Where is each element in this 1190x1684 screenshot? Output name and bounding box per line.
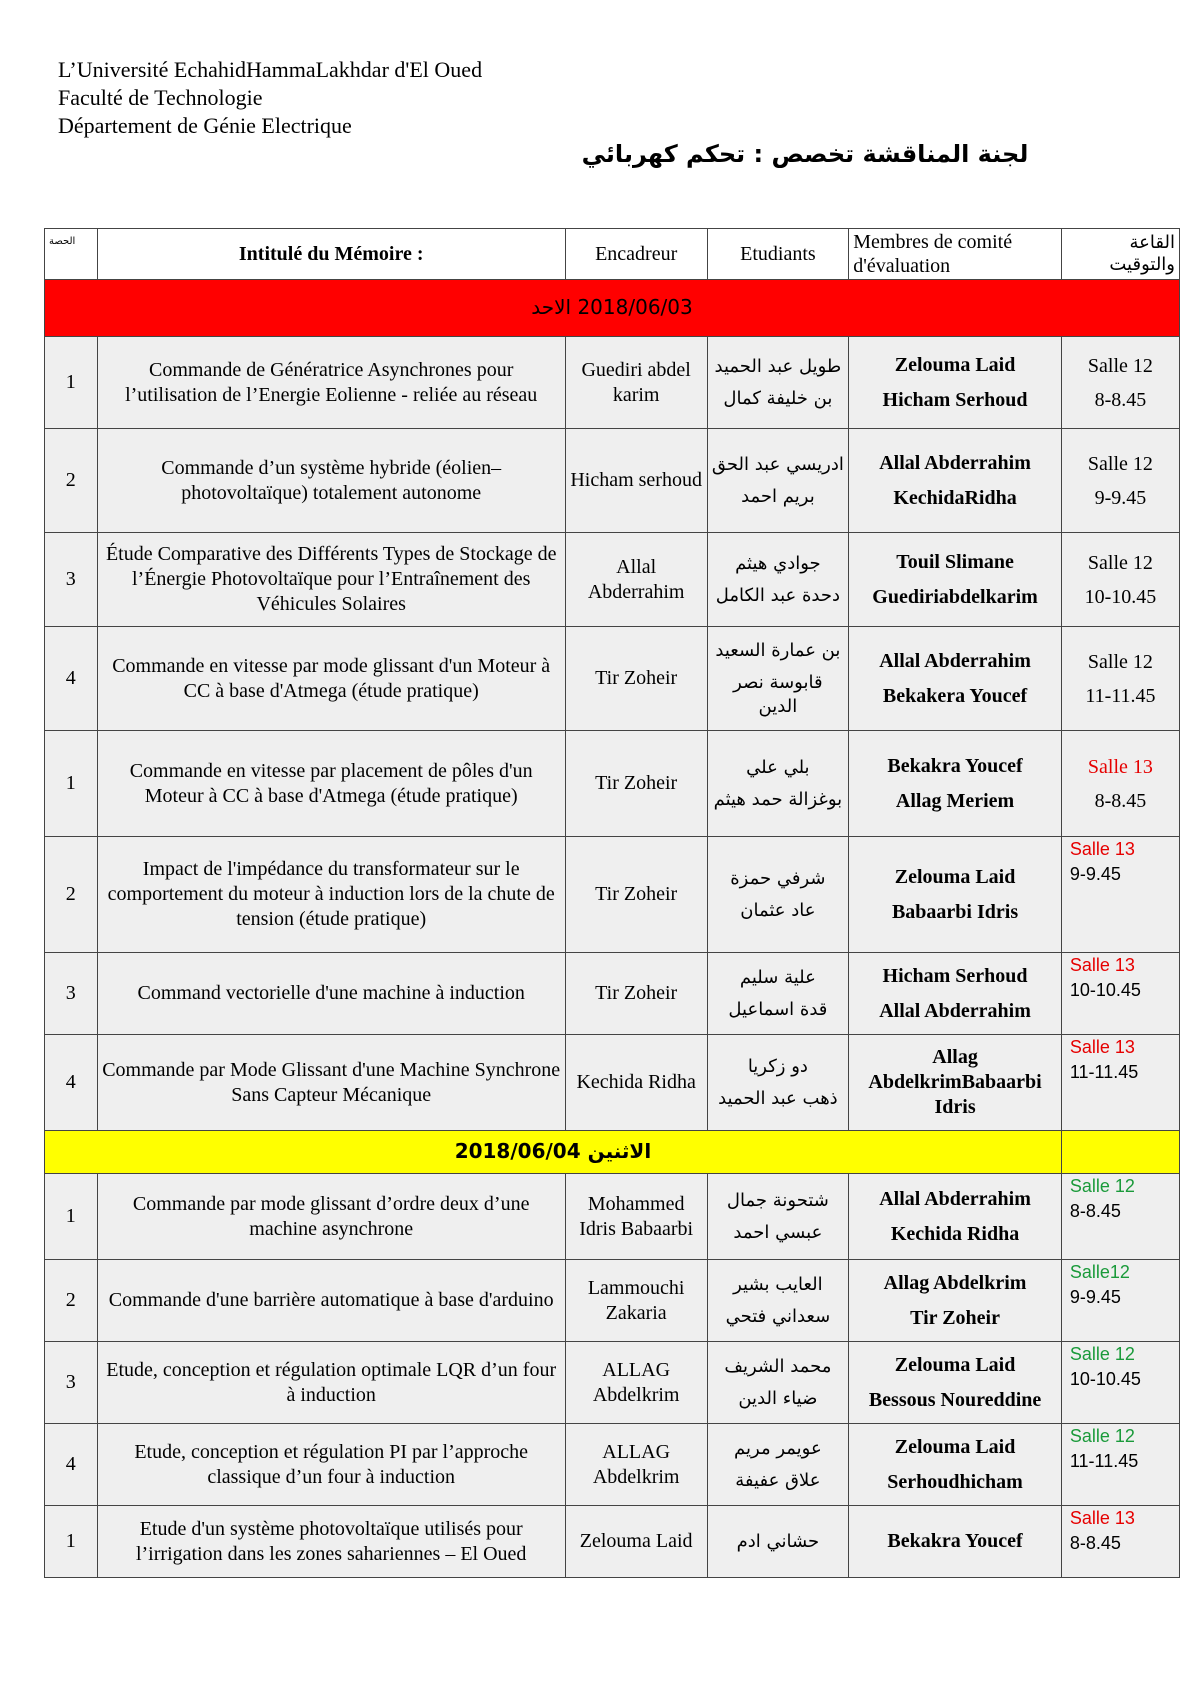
encadreur-name: Tir Zoheir [565,627,707,731]
salle-name: Salle 12 [1087,551,1153,574]
salle-name: Salle 12 [1087,650,1153,673]
etudiants-cell [707,627,849,731]
session-number: 2 [45,429,98,533]
membres-cell [849,1506,1062,1578]
student-name: بن عمارة السعيد [715,639,841,661]
table-row [45,953,1180,1035]
salle-name: Salle 13 [1069,1508,1135,1528]
memoire-title: Commande d’un système hybride (éolien–photovoltaïque) totalement autonome [97,429,565,533]
memoire-title: Etude, conception et régulation optimale LQR d’un four à induction [97,1342,565,1424]
member-name: Serhoudhicham [887,1470,1023,1493]
student-name: دو زكريا [747,1055,808,1077]
student-name: شرفي حمزة [730,867,826,889]
memoire-title: Impact de l'impédance du transformateur sur le comportement du moteur à induction lors de la chute de tension (étude pratique) [97,837,565,953]
student-name: ضياء الدين [738,1387,818,1409]
salle-name: Salle 12 [1087,354,1153,377]
membres-cell [849,337,1062,429]
student-name: حشاني ادم [736,1530,820,1552]
student-name: بريم احمد [741,485,815,507]
col-header-num: الحصة [45,229,98,280]
student-name: بلي علي [746,756,810,778]
table-row [45,1035,1180,1131]
table-row [45,1260,1180,1342]
table-row [45,627,1180,731]
member-name: Babaarbi Idris [891,900,1019,923]
session-number: 4 [45,1035,98,1131]
member-name: Bekakra Youcef [887,754,1023,777]
table-row [45,429,1180,533]
student-name: ذهب عبد الحميد [718,1087,838,1109]
day-row-1-label-cell [45,280,1180,337]
session-number: 3 [45,953,98,1035]
etudiants-cell [707,953,849,1035]
memoire-title: Étude Comparative des Différents Types de Stockage de l’Énergie Photovoltaïque pour l’Entraînement des Véhicules Solaires [97,533,565,627]
member-name: Zelouma Laid [894,1353,1016,1376]
membres-cell [849,1174,1062,1260]
session-number: 2 [45,837,98,953]
session-number: 4 [45,627,98,731]
memoire-title: Commande par mode glissant d’ordre deux d’une machine asynchrone [97,1174,565,1260]
encadreur-name: Mohammed Idris Babaarbi [565,1174,707,1260]
etudiants-cell [707,1342,849,1424]
page-title: لجنة المناقشة تخصص : تحكم كهربائي [581,140,1029,168]
salle-cell [1061,533,1179,627]
student-name: عويمر مريم [734,1437,822,1459]
membres-cell [849,837,1062,953]
document-header [58,56,482,140]
member-name: Bessous Noureddine [868,1388,1042,1411]
memoire-title: Commande d'une barrière automatique à base d'arduino [97,1260,565,1342]
day-label: 2018/06/03 الاحد [531,295,693,319]
member-name: Hicham Serhoud [882,388,1028,411]
session-number: 1 [45,337,98,429]
salle-name: Salle 12 [1087,452,1153,475]
department-name: Département de Génie Electrique [58,113,352,138]
salle-cell [1061,731,1179,837]
member-name: Allag AbdelkrimBabaarbi Idris [868,1046,1042,1118]
table-row [45,731,1180,837]
member-name: Zelouma Laid [894,353,1016,376]
encadreur-name: ALLAG Abdelkrim [565,1342,707,1424]
table-row [45,1424,1180,1506]
student-name: محمد الشريف [724,1355,832,1377]
salle-cell [1061,953,1179,1035]
encadreur-name: Hicham serhoud [565,429,707,533]
memoire-title: Commande en vitesse par placement de pôles d'un Moteur à CC à base d'Atmega (étude pratique) [97,731,565,837]
table-row [45,837,1180,953]
member-name: Touil Slimane [896,550,1014,573]
membres-cell [849,533,1062,627]
membres-cell [849,1035,1062,1131]
membres-cell [849,731,1062,837]
member-name: Allal Abderrahim [879,1187,1031,1210]
memoire-title: Etude d'un système photovoltaïque utilisés pour l’irrigation dans les zones sahariennes – El Oued [97,1506,565,1578]
etudiants-cell [707,1035,849,1131]
member-name: Bekakra Youcef [887,1530,1023,1552]
student-name: بوغزالة حمد هيثم [713,788,843,810]
encadreur-name: Lammouchi Zakaria [565,1260,707,1342]
salle-time: 11-11.45 [1069,1451,1139,1471]
table-row [45,1174,1180,1260]
membres-cell [849,627,1062,731]
student-name: قدة اسماعيل [728,998,828,1020]
etudiants-cell [707,731,849,837]
student-name: جوادي هيثم [735,552,821,574]
student-name: علية سليم [739,966,816,988]
student-name: قابوسة نصر الدين [733,671,823,717]
encadreur-name: Tir Zoheir [565,731,707,837]
member-name: Zelouma Laid [894,1435,1016,1458]
salle-cell [1061,627,1179,731]
student-name: طويل عبد الحميد [714,355,842,377]
salle-time: 9-9.45 [1069,1287,1121,1307]
encadreur-name: ALLAG Abdelkrim [565,1424,707,1506]
session-number: 1 [45,1506,98,1578]
encadreur-name: Guediri abdel karim [565,337,707,429]
student-name: شتحونة جمال [726,1189,829,1211]
memoire-title: Command vectorielle d'une machine à induction [97,953,565,1035]
encadreur-name: Zelouma Laid [565,1506,707,1578]
table-row [45,1342,1180,1424]
salle-cell [1061,1035,1179,1131]
student-name: ادريسي عبد الحق [711,453,844,475]
salle-cell [1061,337,1179,429]
day-row-2-label-cell [45,1131,1062,1174]
member-name: Allag Abdelkrim [883,1271,1027,1294]
day-row-2 [45,1131,1180,1174]
member-name: Allag Meriem [895,789,1015,812]
member-name: Hicham Serhoud [882,964,1028,987]
encadreur-name: Tir Zoheir [565,953,707,1035]
salle-name: Salle 13 [1069,839,1135,859]
salle-time: 9-9.45 [1069,864,1121,884]
member-name: Allal Abderrahim [879,649,1031,672]
membres-cell [849,1424,1062,1506]
member-name: Bekakera Youcef [882,684,1028,707]
etudiants-cell [707,1424,849,1506]
salle-cell [1061,1506,1179,1578]
day-empty-cell [1061,1131,1179,1174]
membres-cell [849,1260,1062,1342]
etudiants-cell [707,337,849,429]
day-row-1 [45,280,1180,337]
memoire-title: Commande de Génératrice Asynchrones pour l’utilisation de l’Energie Eolienne - reliée au réseau [97,337,565,429]
salle-time: 9-9.45 [1094,486,1147,509]
membres-cell [849,429,1062,533]
salle-time: 10-10.45 [1084,585,1157,608]
session-number: 2 [45,1260,98,1342]
student-name: دحدة عبد الكامل [715,584,841,606]
col-header-membres: Membres de comité d'évaluation [849,229,1062,280]
salle-cell [1061,837,1179,953]
member-name: Allal Abderrahim [879,999,1031,1022]
member-name: Zelouma Laid [894,865,1016,888]
col-header-memoire: Intitulé du Mémoire : [97,229,565,280]
defense-schedule-table [44,228,1180,1578]
encadreur-name: Kechida Ridha [565,1035,707,1131]
student-name: العايب بشير [733,1273,823,1295]
encadreur-name: Allal Abderrahim [565,533,707,627]
salle-name: Salle 13 [1069,955,1135,975]
student-name: سعداني فتحي [725,1305,831,1327]
etudiants-cell [707,837,849,953]
member-name: Tir Zoheir [910,1306,1000,1329]
col-header-encadreur: Encadreur [565,229,707,280]
table-header-row [45,229,1180,280]
etudiants-cell [707,429,849,533]
salle-cell [1061,1174,1179,1260]
membres-cell [849,1342,1062,1424]
salle-time: 11-11.45 [1085,684,1156,707]
salle-time: 8-8.45 [1069,1533,1121,1553]
salle-time: 8-8.45 [1094,789,1147,812]
salle-time: 8-8.45 [1069,1201,1121,1221]
memoire-title: Commande par Mode Glissant d'une Machine Synchrone Sans Capteur Mécanique [97,1035,565,1131]
student-name: علاق عفيفة [735,1469,821,1491]
col-header-etudiants: Etudiants [707,229,849,280]
salle-time: 10-10.45 [1069,1369,1141,1389]
etudiants-cell [707,1506,849,1578]
salle-name: Salle 12 [1069,1176,1135,1196]
session-number: 1 [45,1174,98,1260]
session-number: 1 [45,731,98,837]
salle-name: Salle 12 [1069,1344,1135,1364]
table-row [45,337,1180,429]
faculty-name: Faculté de Technologie [58,85,263,110]
salle-cell [1061,1424,1179,1506]
salle-name: Salle12 [1069,1262,1130,1282]
salle-name: Salle 12 [1069,1426,1135,1446]
salle-time: 11-11.45 [1069,1062,1139,1082]
etudiants-cell [707,1174,849,1260]
salle-time: 8-8.45 [1094,388,1147,411]
session-number: 3 [45,1342,98,1424]
day-label: الاثنين 2018/06/04 [454,1139,652,1163]
member-name: Guediriabdelkarim [872,585,1038,608]
col-header-salle: القاعة والتوقيت [1061,229,1179,280]
student-name: بن خليفة كمال [723,387,833,409]
salle-name: Salle 13 [1069,1037,1135,1057]
session-number: 4 [45,1424,98,1506]
student-name: عاد عثمان [740,899,816,921]
salle-name: Salle 13 [1087,755,1153,778]
salle-cell [1061,1342,1179,1424]
table-row [45,533,1180,627]
etudiants-cell [707,533,849,627]
member-name: Kechida Ridha [890,1222,1020,1245]
membres-cell [849,953,1062,1035]
table-row [45,1506,1180,1578]
student-name: عبسي احمد [733,1221,823,1243]
session-number: 3 [45,533,98,627]
member-name: Allal Abderrahim [879,451,1031,474]
etudiants-cell [707,1260,849,1342]
salle-cell [1061,429,1179,533]
memoire-title: Etude, conception et régulation PI par l’approche classique d’un four à induction [97,1424,565,1506]
member-name: KechidaRidha [893,486,1017,509]
salle-time: 10-10.45 [1069,980,1141,1000]
university-name: L’Université EchahidHammaLakhdar d'El Oued [58,57,483,82]
memoire-title: Commande en vitesse par mode glissant d'un Moteur à CC à base d'Atmega (étude pratique) [97,627,565,731]
salle-cell [1061,1260,1179,1342]
encadreur-name: Tir Zoheir [565,837,707,953]
